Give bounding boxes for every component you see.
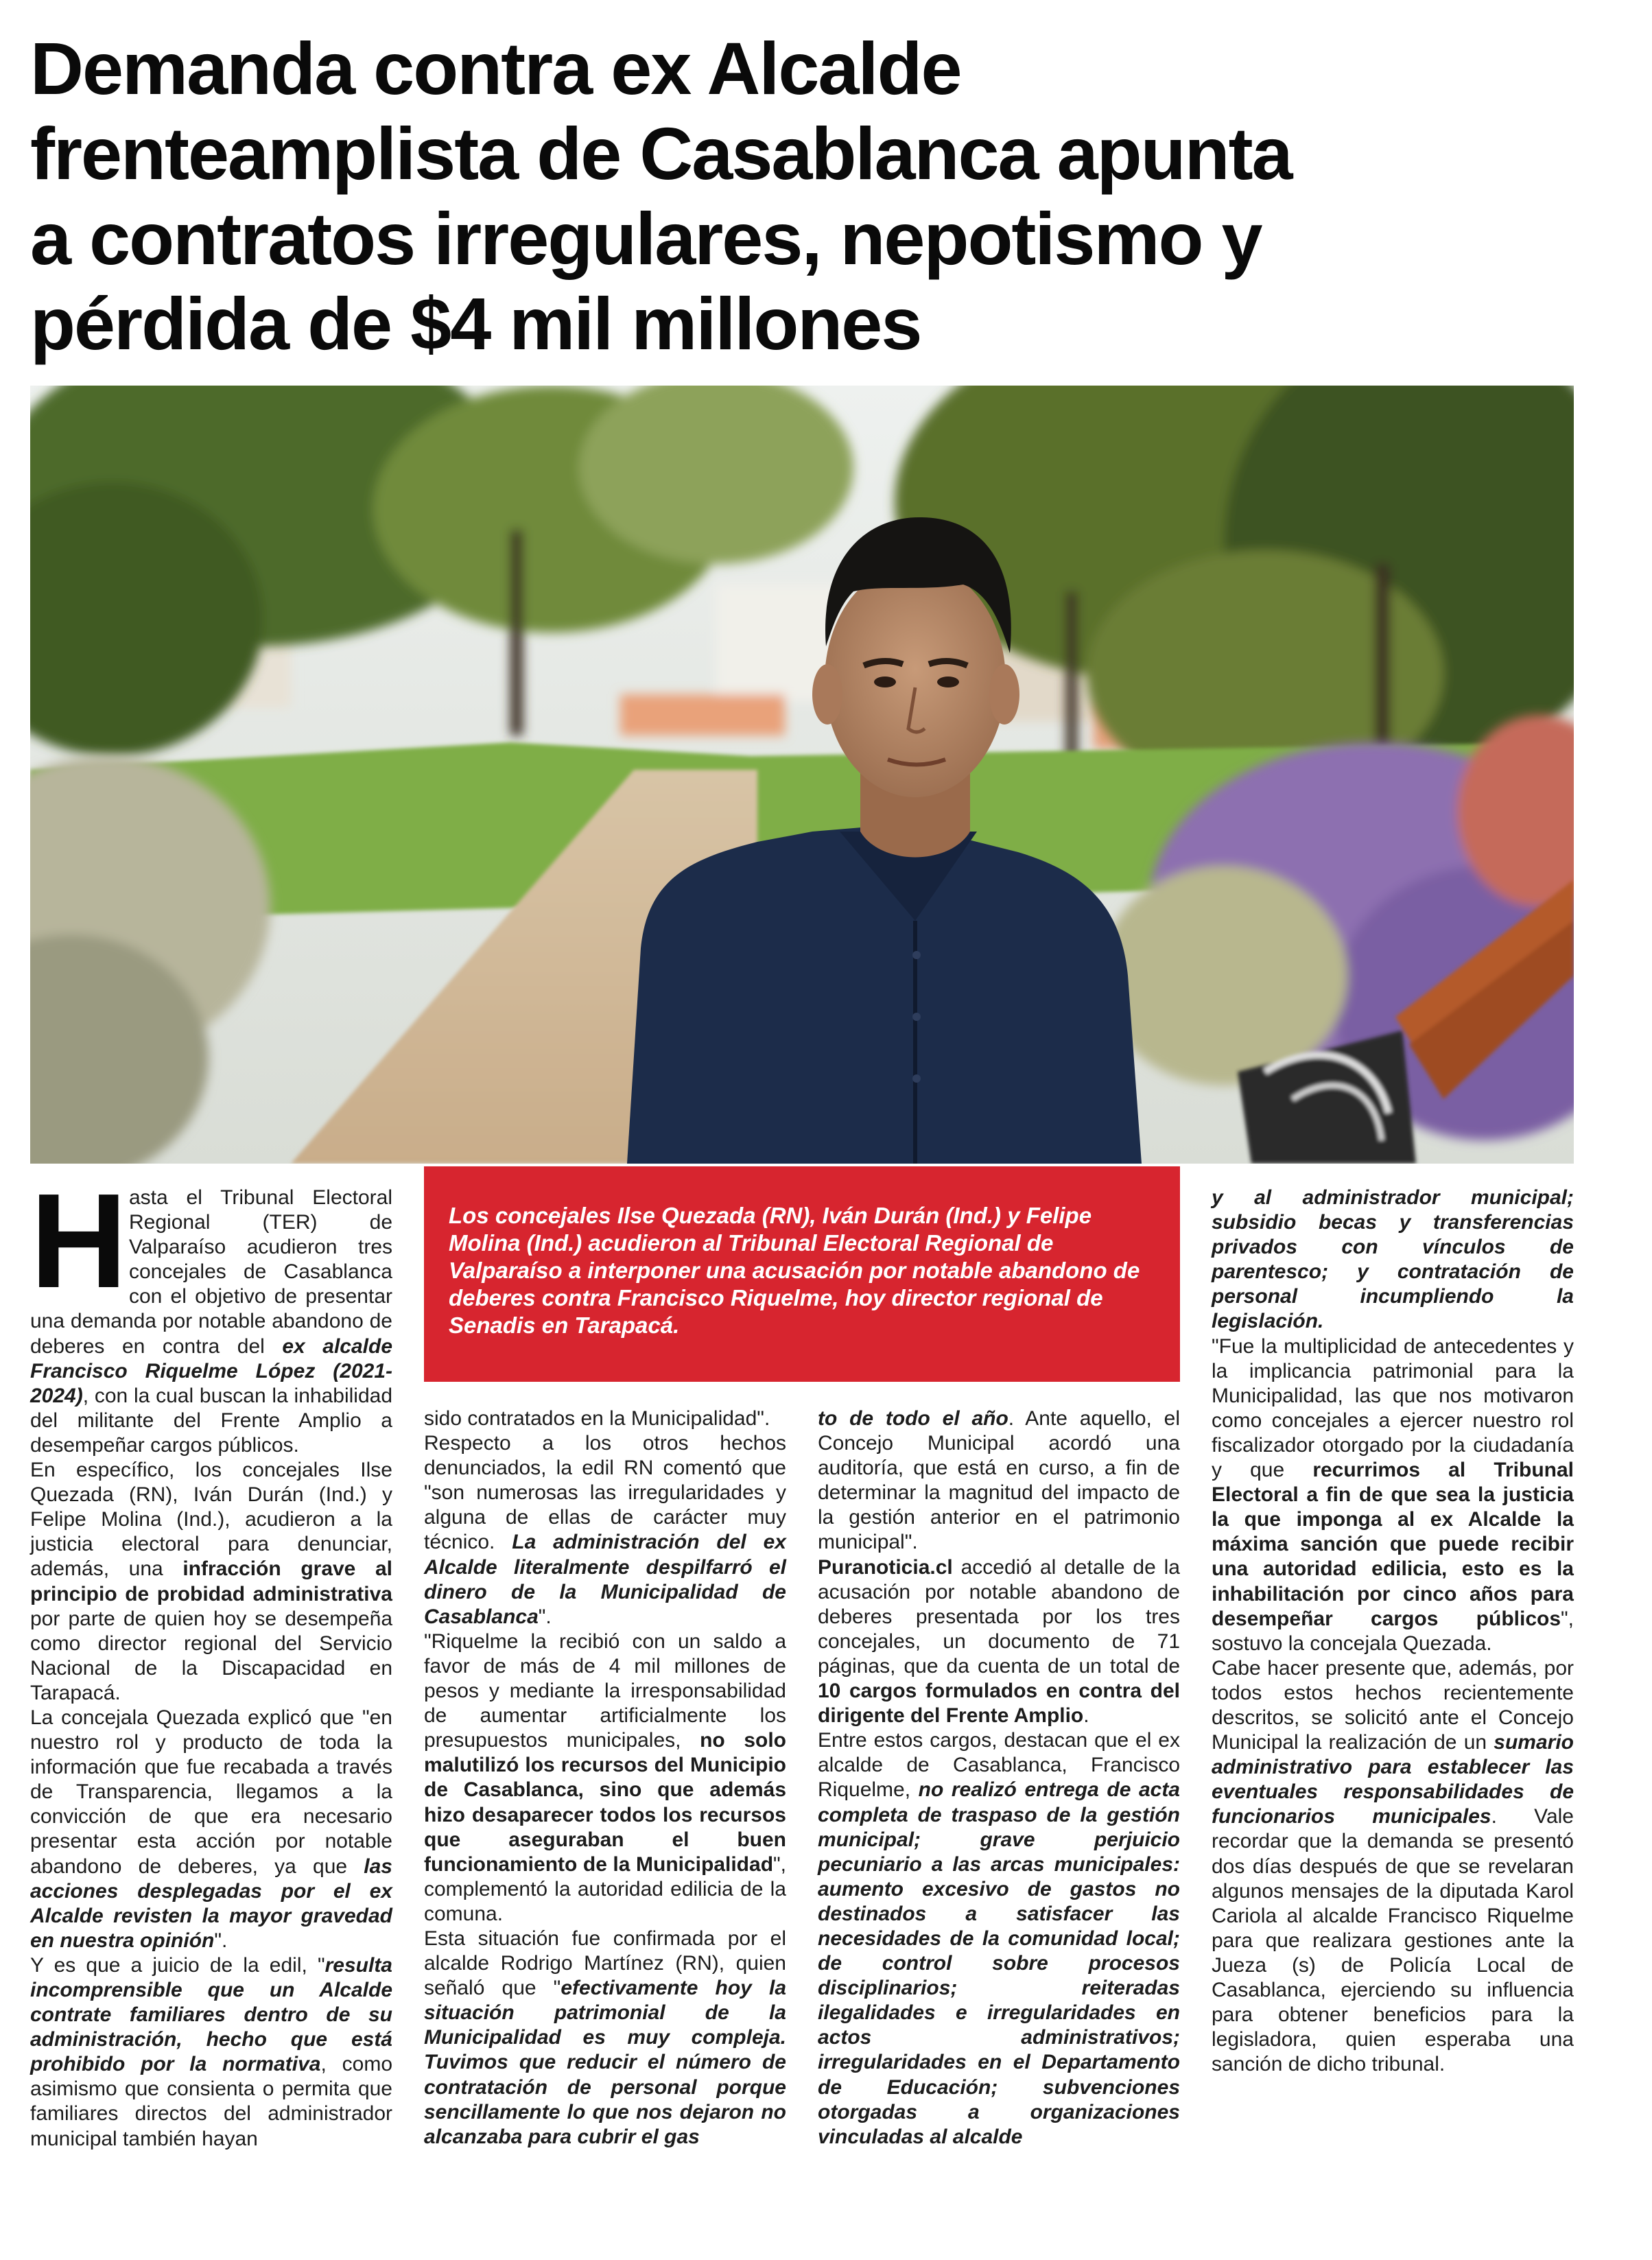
dropcap: H [30, 1166, 128, 1316]
paragraph [818, 1555, 1180, 1729]
text-run: En específico, los concejales Ilse Quezada (RN), Iván Durán (Ind.) y Felipe Molina (Ind.), acudieron a la justicia electoral para denunciar, además, una [30, 1459, 392, 1581]
park-portrait-illustration [30, 386, 1574, 1164]
text-run: ". [214, 1929, 228, 1952]
photo-caption-box [424, 1166, 1180, 1382]
text-run: ", complementó la autoridad edilicia de la comuna. [424, 1852, 786, 1925]
bold-run: no solo malutilizó los recursos del Municipio de Casablanca, sino que además hizo desaparecer todos los recursos que aseguraban el buen funcionamiento de la Municipalidad [424, 1729, 787, 1876]
text-run: Esta situación fue confirmada por el alcalde Rodrigo Martínez (RN), quien señaló que " [424, 1927, 786, 2000]
text-run: ". [538, 1605, 552, 1628]
photo-caption: Los concejales Ilse Quezada (RN), Iván Durán (Ind.) y Felipe Molina (Ind.) acudieron al Tribunal Electoral Regional de Valparaíso a interponer una acusación por notable abandono de deberes contra Francisco Riquelme, hoy director regional de Senadis en Tarapacá. [449, 1203, 1140, 1338]
paragraph [30, 1706, 392, 1953]
article-column-3 [818, 1406, 1180, 2150]
headline-line: Demanda contra ex Alcalde [30, 27, 961, 110]
text-run: Cabe hacer presente que, además, por todos estos hechos recientemente descritos, se solicitó ante el Concejo Municipal la realización de un [1212, 1656, 1574, 1754]
text-run: , con la cual buscan la inhabilidad del militante del Frente Amplio a desempeñar cargos públicos. [30, 1384, 392, 1457]
text-run: Entre estos cargos, destacan que el ex alcalde de Casablanca, Francisco Riquelme, [818, 1729, 1180, 1802]
text-run: accedió al detalle de la acusación por notable abandono de deberes presentada por los tres concejales, un documento de 71 páginas, que da cuenta de un total de [818, 1555, 1180, 1678]
bold-italic-run: no realizó entrega de acta completa de traspaso de la gestión municipal; grave perjuicio pecuniario a las arcas municipales: aumento excesivo de gastos no destinados a satisfacer las necesidades de la comunidad local; de control sobre procesos disciplinarios; reiteradas ilegalidades e irregularidades en actos administrativos; irregularidades en el Departamento de Educación; subvenciones otorgadas a organizaciones vinculadas al alcalde [818, 1778, 1180, 2148]
bold-run: 10 cargos formulados en contra del dirigente del Frente Amplio [818, 1680, 1180, 1728]
text-run: Y es que a juicio de la edil, " [30, 1953, 325, 1977]
article-column-1 [30, 1166, 392, 2152]
bold-italic-run: las acciones desplegadas por el ex Alcalde revisten la mayor gravedad en nuestra opinión [30, 1855, 392, 1952]
headline-line: frenteamplista de Casablanca apunta [30, 112, 1292, 195]
article-column-2 [424, 1406, 786, 2150]
text-run: . Ante aquello, el Concejo Municipal acordó una auditoría, que está en curso, a fin de determinar la magnitud del impacto de la gestión anterior en el patrimonio municipal". [818, 1407, 1180, 1554]
headline-line: a contratos irregulares, nepotismo y [30, 197, 1262, 280]
paragraph [424, 1431, 786, 1629]
article-photo [30, 386, 1574, 1164]
bold-run: infracción grave al principio de probidad administrativa [30, 1557, 392, 1605]
paragraph [1212, 1334, 1574, 1656]
text-run: . [1083, 1704, 1089, 1728]
source-name: Puranoticia.cl [818, 1555, 953, 1579]
text-run: asta el Tribunal Electoral Regional (TER) de Valparaíso acudieron tres concejales de Casablanca con el objetivo de presentar una demanda por notable abandono de deberes en contra del [30, 1186, 392, 1358]
article-column-4 [1212, 1186, 1574, 2077]
text-run: , como asimismo que consienta o permita que familiares directos del administrador municipal también hayan [30, 2053, 392, 2150]
paragraph [424, 1629, 786, 1927]
bold-italic-run: efectivamente hoy la situación patrimonial de la Municipalidad es muy compleja. Tuvimos que reducir el número de contratación de personal porque sencillamente lo que nos dejaron no alcanzaba para cubrir el gas [424, 1977, 786, 2148]
paragraph [30, 1458, 392, 1706]
headline-line: pérdida de $4 mil millones [30, 282, 921, 365]
bold-italic-run: sumario administrativo para establecer las eventuales responsabilidades de funcionarios municipales [1212, 1731, 1574, 1828]
bold-italic-run: to de todo el año [818, 1407, 1008, 1430]
paragraph [30, 1953, 392, 2152]
bold-italic-run: ex alcalde Francisco Riquelme López (2021-2024) [30, 1334, 392, 1407]
bold-run: recurrimos al Tribunal Electoral a fin de que sea la justicia la que imponga al ex Alcalde la máxima sanción que puede recibir una autoridad edilicia, esto es la inhabilitación por cinco años para desempeñar cargos públicos [1212, 1459, 1574, 1630]
paragraph: y al administrador municipal; subsidio becas y transferencias privados con vínculos de parentesco; y contratación de personal incumpliendo la legislación. [1212, 1186, 1574, 1333]
paragraph [818, 1406, 1180, 1555]
paragraph [1212, 1656, 1574, 2077]
text-run: por parte de quien hoy se desempeña como director regional del Servicio Nacional de la Discapacidad en Tarapacá. [30, 1607, 392, 1704]
bold-italic-run: La administración del ex Alcalde literalmente despilfarró el dinero de la Municipalidad de Casablanca [424, 1531, 786, 1628]
text-run: La concejala Quezada explicó que "en nuestro rol y producto de toda la información que fue recabada a través de Transparencia, llegamos a la convicción de que era necesario presentar esta acción por notable abandono de deberes, ya que [30, 1706, 392, 1878]
text-run: "Riquelme la recibió con un saldo a favor de más de 4 mil millones de pesos y mediante la irresponsabilidad de aumentar artificialmente los presupuestos municipales, [424, 1629, 786, 1752]
text-run: Respecto a los otros hechos denunciados, la edil RN comentó que "son numerosas las irregularidades y alguna de ellas de carácter muy técnico. [424, 1432, 786, 1554]
bold-italic-run: resulta incomprensible que un Alcalde contrate familiares dentro de su administración, hecho que está prohibido por la normativa [30, 1953, 392, 2076]
paragraph: sido contratados en la Municipalidad". [424, 1407, 770, 1430]
text-run: ", sostuvo la concejala Quezada. [1212, 1607, 1574, 1655]
headline [30, 26, 1622, 366]
text-run: . Vale recordar que la demanda se presentó dos días después de que se revelaran algunos mensajes de la diputada Karol Cariola al alcalde Francisco Riquelme para que realizara gestiones ante la Jueza (s) de Policía Local de Casablanca, ejerciendo su influencia para obtener beneficios para la legisladora, quien esperaba una sanción de dicho tribunal. [1212, 1805, 1574, 2076]
paragraph [424, 1927, 786, 2150]
text-run: "Fue la multiplicidad de antecedentes y la implicancia patrimonial para la Municipalidad, las que nos motivaron como concejales a ejercer nuestro rol fiscalizador otorgado por la ciudadanía y que [1212, 1334, 1574, 1482]
paragraph [818, 1728, 1180, 2150]
